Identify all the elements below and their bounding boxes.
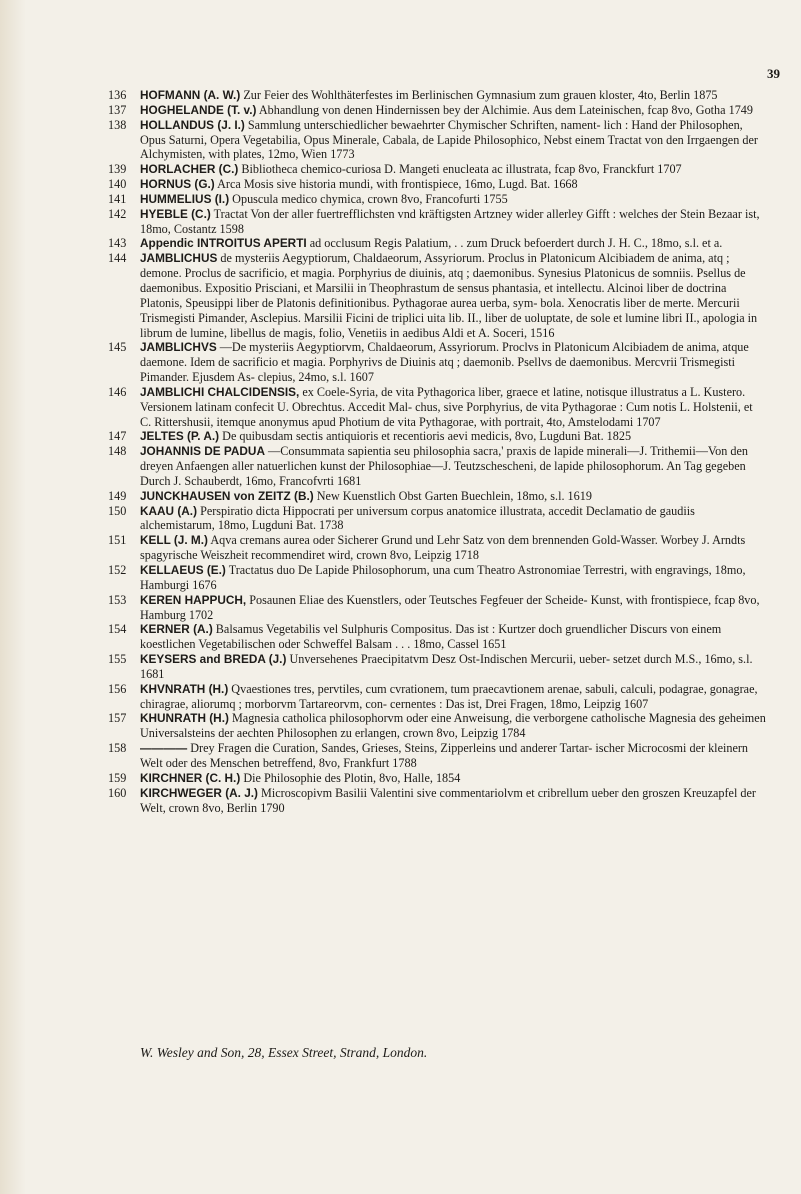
entry-description: Die Philosophie des Plotin, 8vo, Halle, 1854 (243, 770, 461, 785)
entry-author: KELL (J. M.) (140, 533, 208, 548)
catalogue-entry (108, 385, 766, 430)
entry-author: KERNER (A.) (140, 622, 213, 637)
catalogue-entry (108, 251, 766, 340)
catalogue-entry (108, 236, 766, 251)
catalogue-entry (108, 504, 766, 534)
entry-description: Zur Feier des Wohlthäterfestes im Berlinischen Gymnasium zum grauen kloster, 4to, Berlin 1875 (243, 88, 718, 102)
entry-description: Microscopivm Basilii Valentini sive commentariolvm et cribrellum ueber den groszen Kreuzapfel der Welt, crown 8vo, Berlin 1790 (140, 785, 756, 815)
catalogue-entry (108, 711, 766, 741)
entry-number: 157 (108, 711, 127, 726)
entry-author: KIRCHNER (C. H.) (140, 770, 241, 785)
entry-number: 159 (108, 770, 127, 785)
entry-author: KEREN HAPPUCH, (140, 592, 247, 607)
catalogue-entry (108, 429, 766, 444)
entry-number: 145 (108, 340, 127, 355)
entry-number: 151 (108, 533, 127, 548)
entry-number: 148 (108, 444, 127, 459)
entry-number: 137 (108, 102, 127, 117)
entry-description: Magnesia catholica philosophorvm oder eine Anweisung, die verborgene catholische Magnesia des geheimen Universalsteins der aechten Philosophen zu erlangen, crown 8vo, Leipzig 1784 (140, 711, 766, 741)
entry-description: —De mysteriis Aegyptiorvm, Chaldaeorum, Assyriorum. Proclvs in Platonicum Alcibiadem de anima, atque daemone. Idem de sacrificio et magia. Porphyrivs de Diuinis atq ; daemonib. Psellvs de daemonibus. Mercvrii Trismegisti Pimander. Ejusdem As- clepius, 24mo, s.l. 1607 (140, 340, 749, 385)
entry-author: JAMBLICHVS (140, 340, 217, 355)
entry-number: 155 (108, 652, 127, 667)
entry-description: ad occlusum Regis Palatium, . . zum Druck befoerdert durch J. H. C., 18mo, s.l. et a. (309, 236, 723, 251)
entry-number: 153 (108, 592, 127, 607)
entry-description: Tractatus duo De Lapide Philosophorum, una cum Theatro Astronomiae Terrestri, with engravings, 18mo, Hamburgi 1676 (140, 563, 746, 592)
entry-number: 139 (108, 162, 127, 177)
page-number: 39 (767, 66, 780, 81)
entry-number: 140 (108, 177, 127, 192)
catalogue-entry (108, 177, 766, 192)
entry-number: 154 (108, 622, 127, 637)
entry-number: 147 (108, 429, 127, 444)
entry-author: HOGHELANDE (T. v.) (140, 102, 257, 117)
entry-number: 136 (108, 88, 127, 102)
entry-number: 142 (108, 206, 127, 221)
entry-description: De quibusdam sectis antiquioris et recentioris aevi medicis, 8vo, Lugduni Bat. 1825 (222, 429, 632, 444)
entry-description: —Consummata sapientia seu philosophia sacra,' praxis de lapide minerali—J. Trithemii—Von den dreyen Anfaengen aller natuerlichen kunst der Philosophiae—J. Teutzschescheni, de lapide philosophorum. An Tag gegeben Durch J. Schauberdt, 16mo, Francofvrti 1681 (140, 444, 748, 488)
entry-description: Arca Mosis sive historia mundi, with frontispiece, 16mo, Lugd. Bat. 1668 (217, 177, 578, 192)
entry-description: Opuscula medico chymica, crown 8vo, Francofurti 1755 (232, 191, 508, 206)
catalogue-entry (108, 103, 766, 118)
entry-number: 138 (108, 117, 127, 132)
entry-description: Drey Fragen die Curation, Sandes, Grieses, Steins, Zipperleins und anderer Tartar- ischer Microcosmi der kleinern Welt oder des Menschen betreffend, 8vo, Frankfurt 1788 (140, 741, 749, 770)
entry-author: Appendic INTROITUS APERTI (140, 236, 307, 251)
entry-author: KHUNRATH (H.) (140, 711, 229, 726)
entry-description: de mysteriis Aegyptiorum, Chaldaeorum, Assyriorum. Proclus in Platonicum Alcibiadem de anima, atq ; demone. Proclus de sacrificio, et magia. Porphyrius de diuinis, atq ; daemonibus. Synesius Platonicus de somniis. Psellus de daemonibus. Expositio Prisciani, et Marsilii in Theophrastum de sensus phantasia, et intellectu. Alcinoi liber de doctrina Platonis, Speusippi liber de Platonis definitionibus. Pythagorae aurea uerba, sym- bola. Xenocratis liber de merte. Mercurii Trismegisti Pimander, Asclepius. Marsilii Ficini de triplici uita lib. II., liber de uoluptate, de sole et lumine libri II., apologia in librum de lumine, libellus de magis, folio, Venetiis in aedibus Aldi et A. Soceri, 1516 (140, 251, 758, 340)
entry-description: Abhandlung von denen Hindernissen bey der Alchimie. Aus dem Lateinischen, fcap 8vo, Gotha 1749 (258, 102, 753, 117)
entry-author: JAMBLICHUS (140, 251, 218, 266)
entry-author: HOLLANDUS (J. I.) (140, 117, 245, 132)
catalogue-entry (108, 88, 766, 103)
entry-author: KAAU (A.) (140, 503, 198, 518)
entry-author: HORLACHER (C.) (140, 162, 239, 177)
entry-author: KEYSERS and BREDA (J.) (140, 652, 287, 667)
entry-number: 160 (108, 785, 127, 800)
entry-author: KHVNRATH (H.) (140, 681, 229, 696)
entry-author: JOHANNIS DE PADUA (140, 444, 265, 459)
entry-number: 141 (108, 191, 127, 206)
entry-description: Unversehenes Praecipitatvm Desz Ost-Indischen Mercurii, ueber- setzet durch M.S., 16mo, s.l. 1681 (140, 652, 753, 681)
catalogue-entry (108, 593, 766, 623)
entry-number: 144 (108, 251, 127, 266)
entry-description: Tractat Von der aller fuertrefflichsten vnd kräftigsten Artzney wider allerley Gifft : welches der Stein Bezaar ist, 18mo, Costantz 1598 (140, 206, 760, 236)
publisher-imprint: W. Wesley and Son, 28, Essex Street, Strand, London. (140, 1045, 428, 1060)
entry-description: Bibliotheca chemico-curiosa D. Mangeti enucleata ac illustrata, fcap 8vo, Franckfurt 1707 (241, 162, 682, 177)
catalogue-entry (108, 192, 766, 207)
catalogue-entry (108, 489, 766, 504)
catalogue-entry (108, 652, 766, 682)
entry-number: 152 (108, 563, 127, 577)
entry-author: KIRCHWEGER (A. J.) (140, 785, 258, 800)
catalogue-entry (108, 771, 766, 786)
entry-author: JELTES (P. A.) (140, 429, 220, 444)
catalogue-entry (108, 682, 766, 712)
catalogue-entry (108, 786, 766, 816)
entry-number: 156 (108, 681, 127, 696)
entry-description: New Kuenstlich Obst Garten Buechlein, 18mo, s.l. 1619 (316, 488, 592, 503)
catalogue-entry (108, 444, 766, 489)
entry-author: HORNUS (G.) (140, 177, 215, 192)
page-edge (0, 0, 26, 1194)
entry-description: Posaunen Eliae des Kuenstlers, oder Teutsches Fegfeuer der Scheide- Kunst, with frontispiece, fcap 8vo, Hamburg 1702 (140, 592, 760, 622)
entry-description: ex Coele-Syria, de vita Pythagorica liber, graece et latine, notisque illustratus a L. Kustero. Versionem latinam confecit U. Obrechtus. Accedit Mal- chus, sive Porphyrius, de vita Pythagorae : Cum notis L. Holstenii, et C. Rittershusii, itemque anonymus apud Photium de vita Pythagorae, with portrait, 4to, Amstelodami 1707 (140, 384, 753, 429)
catalogue-entry (108, 118, 766, 163)
entry-author: HOFMANN (A. W.) (140, 88, 241, 102)
entry-description: Sammlung unterschiedlicher bewaehrter Chymischer Schriften, nament- lich : Hand der Philosophen, Opus Saturni, Opera Vegetabilia, Opus Minerale, Cabala, de Lapide Philosophico, Nebst einem Tractat von den Irrgaengen der Alchymisten, with plates, 12mo, Wien 1773 (140, 117, 758, 162)
catalogue-entry (108, 533, 766, 563)
entry-author: HYEBLE (C.) (140, 206, 211, 221)
entry-number: 146 (108, 384, 127, 399)
catalogue-entry (108, 207, 766, 237)
entry-author: KELLAEUS (E.) (140, 563, 226, 577)
catalogue-entry (108, 162, 766, 177)
entry-description: Aqva cremans aurea oder Sicherer Grund und Lehr Satz von dem brennenden Gold-Wasser. Worbey J. Arndts spagyrische Weiszheit recommendiret wird, crown 8vo, Leipzig 1718 (140, 533, 746, 563)
entry-author: HUMMELIUS (I.) (140, 191, 230, 206)
entry-description: Perspiratio dicta Hippocrati per universum corpus anatomice illustrata, accedit Declamatio de gaudiis alchemistarum, 18mo, Lugduni Bat. 1738 (140, 503, 695, 533)
catalogue-entries (108, 88, 766, 815)
catalogue-entry (108, 741, 766, 771)
catalogue-entry (108, 622, 766, 652)
entry-number: 150 (108, 503, 127, 518)
entry-author: JAMBLICHI CHALCIDENSIS, (140, 384, 300, 399)
entry-number: 149 (108, 488, 127, 503)
entry-number: 143 (108, 236, 127, 251)
entry-number: 158 (108, 741, 127, 756)
entry-author: ———— (140, 741, 188, 756)
catalogue-entry (108, 563, 766, 593)
entry-description: Qvaestiones tres, pervtiles, cum cvrationem, tum praecavtionem arenae, sabuli, calculi, podagrae, gonagrae, chiragrae, aliorumq ; morborvm Tartareorvm, con- cernentes : Das ist, Drei Fragen, 18mo, Leipzig 1607 (140, 681, 758, 711)
entry-author: JUNCKHAUSEN von ZEITZ (B.) (140, 488, 314, 503)
catalogue-entry (108, 340, 766, 385)
entry-description: Balsamus Vegetabilis vel Sulphuris Compositus. Das ist : Kurtzer doch gruendlicher Discurs von einem koestlichen Vegetabilischen oder Schweffel Balsam . . . 18mo, Cassel 1651 (140, 622, 722, 652)
